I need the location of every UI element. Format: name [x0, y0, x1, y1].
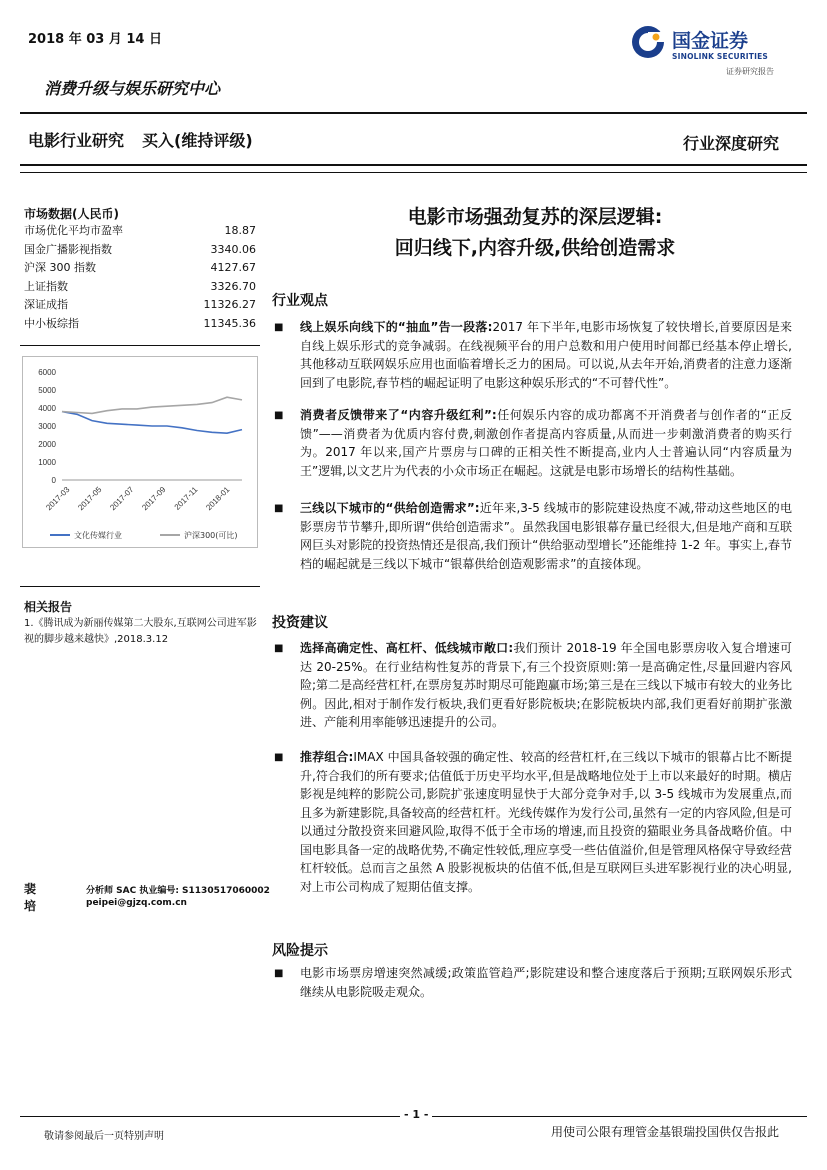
company-logo: [630, 22, 800, 82]
risk-paragraph: 电影市场票房增速突然减缓;政策监管趋严;影院建设和整合速度落后于预期;互联网娱乐形式继续从电影院吸走观众。: [300, 966, 792, 999]
market-row: 上证指数 3326.70: [24, 279, 256, 293]
analyst-license: 分析师 SAC 执业编号: S1130517060002: [86, 886, 270, 896]
x-tick-label: 2017-11: [172, 485, 200, 512]
bullet-icon: ■: [274, 643, 284, 654]
y-tick-label: 3000: [38, 422, 56, 431]
index-line-chart: [22, 360, 260, 545]
market-row: 深证成指 11326.27: [24, 298, 256, 311]
report-date: 2018 年 03 月 14 日: [28, 32, 162, 47]
analyst-email[interactable]: peipei@gjzq.com.cn: [86, 898, 187, 908]
title-divider-thin: [20, 172, 807, 173]
sector-name: 电影行业研究: [28, 131, 125, 150]
y-tick-label: 1000: [38, 458, 56, 467]
invest-paragraph: 选择高确定性、高杠杆、低线城市敞口:我们预计 2018-19 年全国电影票房收入复合增速可达 20-25%。在行业结构性复苏的背景下,有三个投资原则:第一是高确定性,尽量回避内容风险;第二是高经营杠杆,在票房复苏时期尽可能跑赢市场;第三是在三线以下城市有较大的业务比例。因此,相对于制作发行板块,我们更看好影院板块;在影院板块内部,我们更看好前期扩张激进、产能利用率能够迅速提升的公司。: [300, 641, 792, 729]
y-tick-label: 6000: [38, 368, 56, 377]
market-row: 中小板综指 11345.36: [24, 316, 256, 330]
report-type: 行业深度研究: [682, 134, 779, 153]
x-tick-label: 2017-03: [44, 485, 72, 513]
risk-heading: 风险提示: [272, 943, 328, 959]
logo-emblem-icon: [630, 24, 666, 60]
series-line-0: [62, 412, 242, 434]
related-report-item[interactable]: 1.《腾讯成为新丽传媒第二大股东,互联网公司进军影视的脚步越来越快》,2018.3.12: [24, 618, 257, 645]
views-heading: 行业观点: [272, 293, 328, 309]
view-paragraph: 三线以下城市的“供给创造需求”:近年来,3-5 线城市的影院建设热度不减,带动这些地区的电影票房节节攀升,即所谓“供给创造需求”。虽然我国电影银幕存量已经很大,但是地产商和互联网巨头对影院的投资热情还是很高,我们预计“供给驱动型增长”还能维持 1-2 年。事实上,春节档的崛起就是三线以下城市“银幕供给创造观影需求”的直接体现。: [300, 501, 793, 571]
footer-notice: 用使司公限有理管金基银瑞投国供仅告报此: [550, 1125, 779, 1139]
footer-disclaimer: 敬请参阅最后一页特别声明: [44, 1131, 164, 1142]
main-title-line1: 电影市场强劲复苏的深层逻辑:: [407, 206, 663, 228]
market-row: 沪深 300 指数 4127.67: [24, 261, 256, 274]
logo-subtitle: 证券研究报告: [726, 67, 774, 76]
y-tick-label: 2000: [38, 440, 56, 449]
invest-paragraph: 推荐组合:IMAX 中国具备较强的确定性、较高的经营杠杆,在三线以下城市的银幕占比不断提升,符合我们的所有要求;估值低于历史平均水平,但是战略地位处于上市以来最好的时期。横店影视是纯粹的影院公司,影院扩张速度明显快于大部分竞争对手,以 3-5 线城市为发展重点,而且多为新建影院,具备较高的经营杠杆。光线传媒作为发行公司,虽然有一定的内容风险,但是可以通过分散投资来回避风险,取得不低于全市场的增速,而且投资的猫眼业务具备战略价值。中国电影具备一定的战略优势,不确定性较低,理应享受一些估值溢价,但是管理风格保守导致经营杠杆较低。总而言之虽然 A 股影视板块的估值不低,但是互联网巨头进军影视行业的决心明显,对上市公司构成了短期估值支撑。: [300, 750, 792, 894]
related-reports-heading: 相关报告: [24, 600, 73, 614]
bullet-icon: ■: [274, 410, 284, 421]
legend-label: 沪深300(可比): [184, 531, 238, 540]
logo-en-text: SINOLINK SECURITIES: [672, 52, 769, 61]
market-row: 市场优化平均市盈率 18.87: [24, 224, 256, 237]
bullet-icon: ■: [274, 503, 284, 514]
market-data-heading: 市场数据(人民币): [24, 207, 119, 221]
y-tick-label: 5000: [38, 386, 56, 395]
bullet-icon: ■: [274, 752, 284, 763]
x-tick-label: 2017-07: [108, 485, 136, 513]
x-tick-label: 2017-05: [76, 485, 104, 513]
main-title-line2: 回归线下,内容升级,供给创造需求: [394, 237, 676, 259]
sector-rating-line: [28, 128, 271, 151]
research-center: 消费升级与娱乐研究中心: [44, 79, 221, 98]
y-tick-label: 4000: [38, 404, 56, 413]
x-tick-label: 2018-01: [204, 485, 232, 513]
market-row: 国金广播影视指数 3340.06: [24, 242, 256, 256]
chart-divider: [20, 586, 260, 587]
rating: 买入(维持评级): [142, 131, 253, 150]
view-paragraph: 线上娱乐向线下的“抽血”告一段落:2017 年下半年,电影市场恢复了较快增长,首要原因是来自线上娱乐形式的竞争减弱。在线视频平台的用户总数和用户使用时间都已经基本停止增长,其他移动互联网娱乐应用也面临着增长乏力的困局。可以说,从去年开始,消费者的注意力逐渐回到了电影院,春节档的崛起证明了电影这种娱乐形式的“不可替代性”。: [300, 320, 793, 390]
legend-label: 文化传媒行业: [74, 531, 122, 540]
view-paragraph: 消费者反馈带来了“内容升级红利”:任何娱乐内容的成功都离不开消费者与创作者的“正反馈”——消费者为优质内容付费,刺激创作者提高内容质量,从而进一步刺激消费者的购买行为。2017 年以来,国产片票房与口碑的正相关性不断提高,业内人士普遍认同“内容质量为王”逻辑,以文艺片为代表的小众市场正在崛起。这就是电影市场增长的结构性基础。: [300, 408, 792, 478]
logo-cn-text: 国金证券: [672, 30, 749, 52]
y-tick-label: 0: [51, 476, 56, 485]
x-tick-label: 2017-09: [140, 485, 168, 513]
invest-heading: 投资建议: [272, 615, 328, 631]
title-divider: [20, 164, 807, 166]
market-data-table: [24, 222, 256, 333]
series-line-1: [62, 397, 242, 413]
header-divider: [20, 112, 807, 114]
market-divider: [20, 345, 260, 346]
page-number: - 1 -: [400, 1108, 432, 1121]
analyst-name: 裴培: [24, 882, 37, 913]
bullet-icon: ■: [274, 968, 284, 979]
bullet-icon: ■: [274, 322, 284, 333]
main-title: [280, 202, 790, 264]
